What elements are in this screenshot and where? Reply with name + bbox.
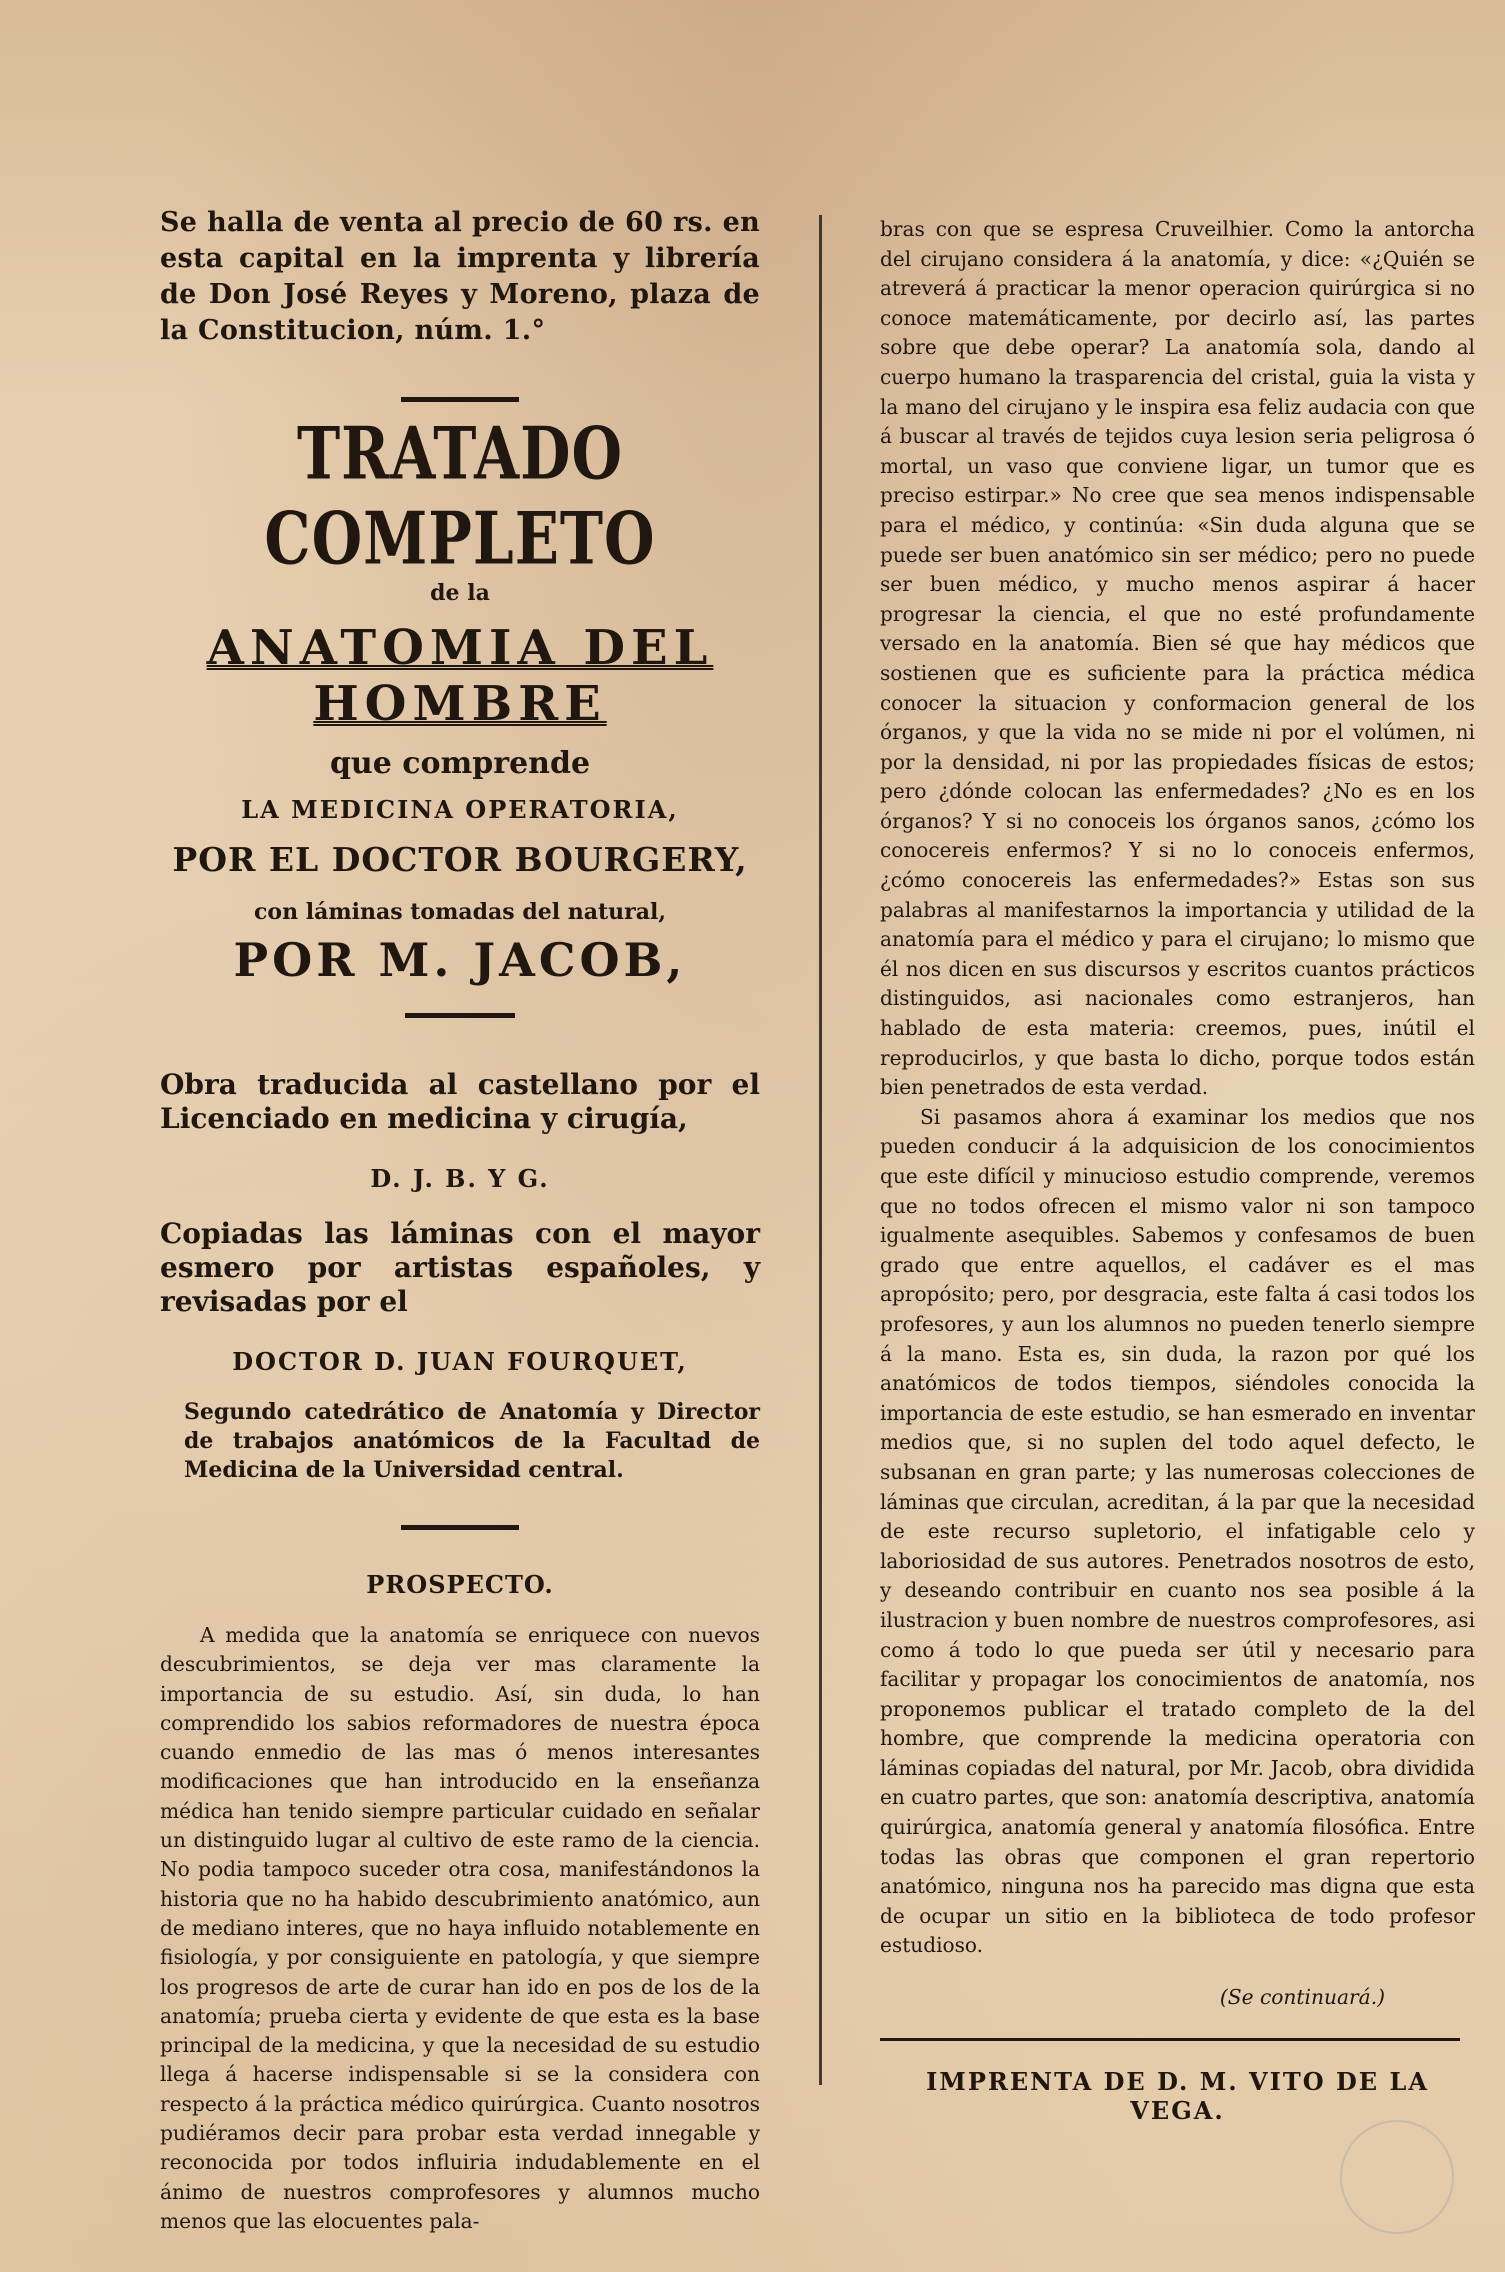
library-stamp [1340,2120,1454,2234]
right-paragraph-2: Si pasamos ahora á examinar los medios que nos pueden conducir á la adquisicion de los conocimientos que este difícil y minucioso estudio comprende, veremos que no todos ofrecen el mismo valor ni son tampoco igualmente asequibles. Sabemos y confesamos de buen grado que entre aquellos, el cadáver es el mas apropósito; pero, por desgracia, este falta á casi todos los profesores, y aun los alumnos no pueden tenerlo siempre á la mano. Esta es, sin duda, la razon por qué los anatómicos de todos tiempos, siéndoles conocida la importancia de este estudio, se han esmerado en inventar medios que, si no suplen del todo aquel defecto, le subsanan en gran parte; y las numerosas colecciones de láminas que circulan, acreditan, á la par que la necesidad de este recurso supletorio, el infatigable celo y laboriosidad de sus autores. Penetrados nosotros de esto, y deseando contribuir en cuanto nos sea posible á la ilustracion y buen nombre de nuestros comprofesores, asi como á todo lo que pueda ser útil y necesario para facilitar y propagar los conocimientos de anatomía, nos proponemos publicar el tratado completo de la del hombre, que comprende la medicina operatoria con láminas copiadas del natural, por Mr. Jacob, obra dividida en cuatro partes, que son: anatomía descriptiva, anatomía quirúrgica, anatomía general y anatomía filosófica. Entre todas las obras que componen el gran repertorio anatómico, ninguna nos ha parecido mas digna que esta de ocupar un sitio en la biblioteca de todo profesor estudioso. [880,1104,1475,1958]
sale-notice: Se halla de venta al precio de 60 rs. en esta capital en la imprenta y librería de Don José Reyes y Moreno, plaza de la Constitucion, núm. 1.° [160,207,760,346]
imprenta-line: IMPRENTA DE D. M. VITO DE LA VEGA. [926,2067,1429,2126]
title-main: TRATADO COMPLETO [264,411,656,581]
title-laminas: con láminas tomadas del natural, [254,899,666,925]
title-copied: Copiadas las láminas con el mayor esmero por artistas españoles, y revisadas por el [160,1217,760,1318]
prospecto-heading: PROSPECTO. [366,1570,554,1599]
continuara-note: (Se continuará.) [1219,1985,1385,2010]
title-initials: D. J. B. Y G. [370,1164,550,1193]
prospecto-paragraph: A medida que la anatomía se enriquece con nuevos descubrimientos, se deja ver mas claramente la importancia de su estudio. Así, sin duda, lo han comprendido los sabios reformadores de nuestra época cuando enmedio de las mas ó menos interesantes modificaciones que han introducido en la enseñanza médica han tenido siempre particular cuidado en señalar un distinguido lugar al cultivo de este ramo de la ciencia. No podia tampoco suceder otra cosa, manifestándonos la historia que no ha habido descubrimiento anatómico, aun de mediano interes, que no haya influido notablemente en fisiología, y por consiguiente en patología, y que siempre los progresos de arte de curar han ido en pos de los de la anatomía; prueba cierta y evidente de que esta es la base principal de la medicina, y que la necesidad de su estudio llega á hacerse indispensable si se la considera con respecto á la práctica médico quirúrgica. Cuanto nosotros pudiéramos decir para probar esta verdad innegable y reconocida por todos influiria indudablemente en el ánimo de nuestros comprofesores y alumnos mucho menos que las elocuentes pala- [160,1623,760,2233]
title-que-comprende: que comprende [329,746,591,781]
title-subject: ANATOMIA DEL HOMBRE [206,620,714,732]
title-reviewer-role: Segundo catedrático de Anatomía y Director de trabajos anatómicos de la Facultad de Medicina de la Universidad central. [184,1399,760,1483]
title-reviewer: DOCTOR D. JUAN FOURQUET, [232,1347,688,1376]
title-illustrator: POR M. JACOB, [233,933,687,987]
left-column [160,205,760,2236]
title-author: POR EL DOCTOR BOURGERY, [172,840,748,879]
column-divider [819,215,822,2085]
right-paragraph-1: bras con que se espresa Cruveilhier. Como la antorcha del cirujano considera á la anatomía, y dice: «¿Quién se atreverá á practicar la menor operacion quirúrgica si no conoce matemáticamente, por decirlo así, las partes sobre que debe operar? La anatomía sola, dando al cuerpo humano la trasparencia del cristal, guia la vista y la mano del cirujano y le inspira esa feliz audacia con que á buscar al través de tejidos cuya lesion seria peligrosa ó mortal, un vaso que conviene ligar, un tumor que es preciso estirpar.» No cree que sea menos indispensable para el médico, y continúa: «Sin duda alguna que se puede ser buen anatómico sin ser médico; pero no puede ser buen médico, y mucho menos aspirar á hacer progresar la ciencia, el que no esté profundamente versado en la anatomía. Bien sé que hay médicos que sostienen que es suficiente para la práctica médica conocer la situacion y conformacion general de los órganos, y que la vida no se mide ni por el volúmen, ni por la densidad, ni por las propiedades físicas de estos; pero ¿dónde colocan las enfermedades? ¿No es en los órganos? Y si no conoceis los órganos sanos, ¿cómo los conocereis enfermos? Y si no lo conoceis enfermos, ¿cómo conocereis las enfermedades?» Estas son sus palabras al manifestarnos la importancia y utilidad de la anatomía para el médico y para el cirujano; lo mismo que él nos dicen en sus discursos y escritos cuantos prácticos distinguidos, asi nacionales como estranjeros, han hablado de esta materia: creemos, pues, inútil el reproducirlos, y que basta lo dicho, porque todos están bien penetrados de esta verdad. [880,217,1475,1100]
title-de-la: de la [430,580,490,606]
title-medicina: LA MEDICINA OPERATORIA, [241,795,679,824]
right-column [880,215,1475,2125]
title-translation: Obra traducida al castellano por el Licenciado en medicina y cirugía, [160,1068,760,1135]
